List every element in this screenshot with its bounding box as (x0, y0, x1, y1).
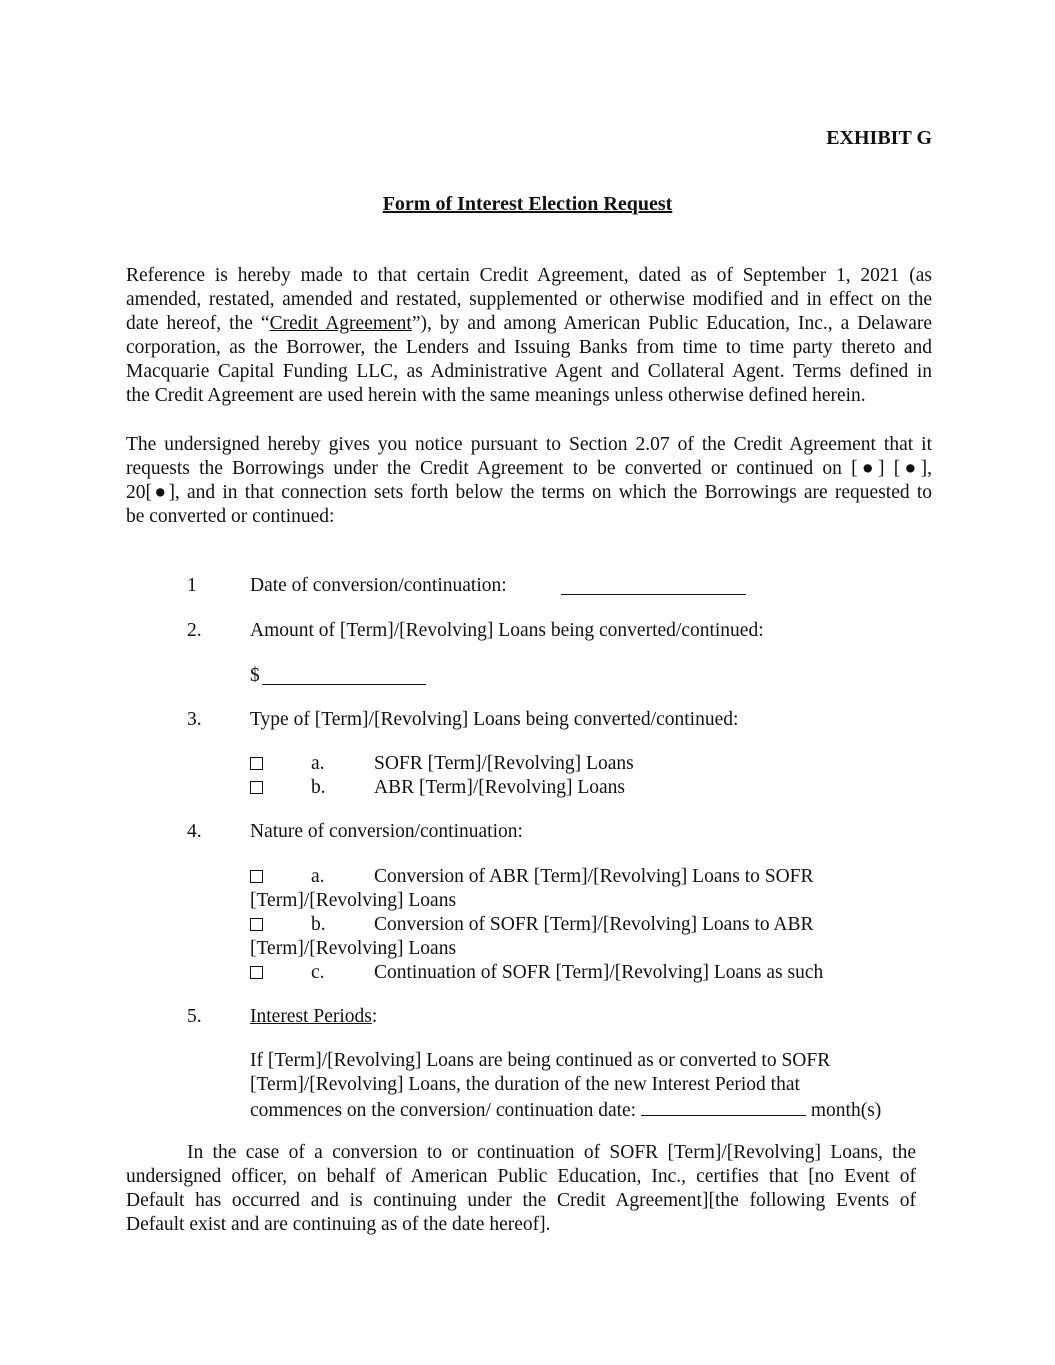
notice-line: 20[●], and in that connection sets forth below the terms on which the Borrowings are requested to (126, 482, 932, 503)
type-option-letter: a. (311, 753, 325, 774)
nature-sofr-to-abr-label: Conversion of SOFR [Term]/[Revolving] Loans to ABR (374, 914, 814, 935)
item-2-number: 2. (187, 620, 202, 641)
type-abr-checkbox[interactable] (250, 781, 263, 794)
closing-paragraph (126, 1141, 916, 1237)
nature-sofr-to-abr-label-cont: [Term]/[Revolving] Loans (250, 938, 457, 959)
type-sofr-label: SOFR [Term]/[Revolving] Loans (374, 753, 634, 774)
item-4-number: 4. (187, 821, 202, 842)
form-title (0, 192, 1055, 216)
reference-text: date hereof, the “ (126, 313, 270, 334)
interest-period-unit: month(s) (805, 1100, 882, 1121)
interest-period-months-field[interactable] (641, 1097, 806, 1116)
credit-agreement-defined-term: Credit Agreement (269, 313, 412, 334)
reference-line: corporation, as the Borrower, the Lenders and Issuing Banks from time to time party thereto and (126, 337, 932, 358)
reference-paragraph (126, 264, 932, 408)
form-title-text: Form of Interest Election Request (382, 193, 673, 215)
reference-line: amended, restated, amended and restated, supplemented or otherwise modified and in effect on the (126, 289, 932, 310)
exhibit-label: EXHIBIT G (826, 127, 932, 149)
item-4-label: Nature of conversion/continuation: (250, 821, 523, 842)
reference-line: the Credit Agreement are used herein with the same meanings unless otherwise defined herein. (126, 385, 866, 406)
notice-line: The undersigned hereby gives you notice pursuant to Section 2.07 of the Credit Agreement that it (126, 434, 932, 455)
item-5-colon: : (371, 1006, 378, 1027)
nature-option-letter: b. (311, 914, 326, 935)
type-abr-label: ABR [Term]/[Revolving] Loans (374, 777, 626, 798)
amount-field[interactable] (262, 666, 426, 685)
closing-line: Default exist and are continuing as of the date hereof]. (126, 1214, 551, 1235)
nature-abr-to-sofr-label: Conversion of ABR [Term]/[Revolving] Loans to SOFR (374, 866, 814, 887)
interest-period-line: If [Term]/[Revolving] Loans are being continued as or converted to SOFR (250, 1050, 831, 1071)
interest-period-line: [Term]/[Revolving] Loans, the duration of the new Interest Period that (250, 1074, 800, 1095)
reference-line (126, 312, 932, 336)
notice-paragraph (126, 433, 932, 529)
item-3-number: 3. (187, 709, 202, 730)
nature-option-letter: c. (311, 962, 325, 983)
nature-continuation-checkbox[interactable] (250, 966, 263, 979)
nature-abr-to-sofr-checkbox[interactable] (250, 870, 263, 883)
interest-period-line (250, 1097, 881, 1123)
interest-period-text: commences on the conversion/ continuation date: (250, 1100, 641, 1121)
closing-line: In the case of a conversion to or continuation of SOFR [Term]/[Revolving] Loans, the (187, 1142, 916, 1163)
item-3-label: Type of [Term]/[Revolving] Loans being converted/continued: (250, 709, 739, 730)
closing-line: undersigned officer, on behalf of American Public Education, Inc., certifies that [no Event of (126, 1166, 916, 1187)
item-5-number: 5. (187, 1006, 202, 1027)
conversion-date-field[interactable] (561, 576, 746, 595)
item-1-number: 1 (187, 575, 197, 596)
item-2-label: Amount of [Term]/[Revolving] Loans being converted/continued: (250, 620, 764, 641)
nature-abr-to-sofr-label-cont: [Term]/[Revolving] Loans (250, 890, 457, 911)
reference-text: ”), by and among American Public Education, Inc., a Delaware (411, 313, 932, 334)
closing-line: Default has occurred and is continuing under the Credit Agreement][the following Events of (126, 1190, 916, 1211)
interest-periods-term: Interest Periods (250, 1006, 372, 1027)
reference-line: Macquarie Capital Funding LLC, as Administrative Agent and Collateral Agent. Terms defined in (126, 361, 932, 382)
item-1-label: Date of conversion/continuation: (250, 575, 507, 596)
amount-currency-symbol: $ (250, 665, 260, 686)
notice-line: be converted or continued: (126, 506, 335, 527)
type-sofr-checkbox[interactable] (250, 757, 263, 770)
nature-sofr-to-abr-checkbox[interactable] (250, 918, 263, 931)
item-5-label (250, 1005, 377, 1029)
notice-line: requests the Borrowings under the Credit Agreement to be converted or continued on [●] [●], (126, 458, 932, 479)
nature-continuation-label: Continuation of SOFR [Term]/[Revolving] Loans as such (374, 962, 824, 983)
nature-option-letter: a. (311, 866, 325, 887)
reference-line: Reference is hereby made to that certain Credit Agreement, dated as of September 1, 2021 (as (126, 265, 932, 286)
type-option-letter: b. (311, 777, 326, 798)
